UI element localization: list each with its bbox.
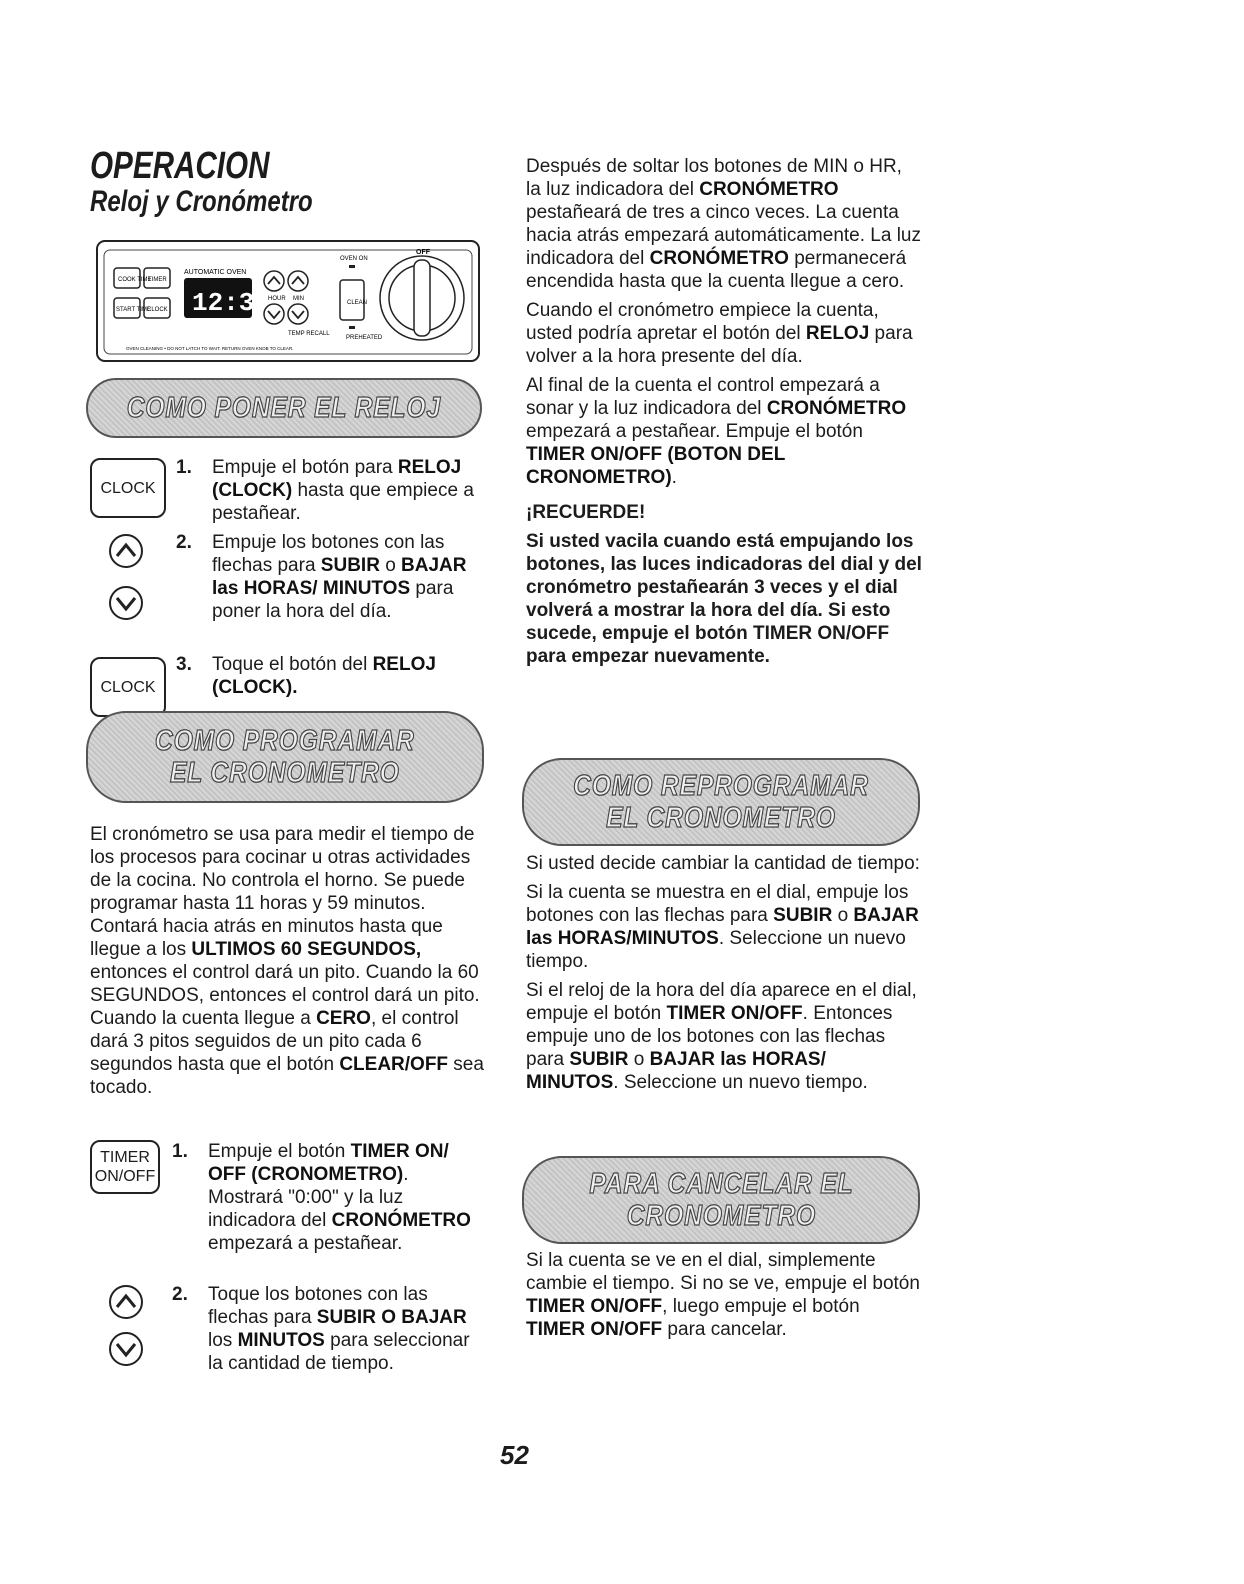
panel-label-automatic-oven: AUTOMATIC OVEN: [184, 269, 247, 276]
panel-label-timer: TIMER: [148, 277, 167, 283]
paragraph: Si la cuenta se ve en el dial, simplemente cambie el tiempo. Si no se ve, empuje el botón TIMER ON/OFF, luego empuje el botón TIMER ON/OFF para cancelar.: [526, 1250, 920, 1340]
step-number: 1.: [172, 1141, 188, 1162]
paragraph: Cuando el cronómetro empiece la cuenta, usted podría apretar el botón del RELOJ para volver a la hora presente del día.: [526, 300, 913, 367]
arrow-down-icon: [107, 584, 145, 622]
paragraph: Si usted decide cambiar la cantidad de tiempo:: [526, 853, 920, 874]
step-text: Empuje el botón TIMER ON/ OFF (CRONOMETRO). Mostrará "0:00" y la luz indicadora del CRONÓMETRO empezará a pestañear.: [208, 1141, 471, 1254]
page-number: 52: [500, 1440, 529, 1470]
reprogramar-body: [526, 852, 922, 1100]
banner-text: COMO PONER EL RELOJ: [126, 392, 442, 424]
recuerde-text: Si usted vacila cuando está empujando los botones, las luces indicadoras del dial y del cronómetro pestañearán 3 veces y el dial volverá a mostrar la hora del día. Si esto sucede, empuje el botón TIMER ON/OFF para empezar nuevamente.: [526, 531, 922, 667]
control-panel-illustration: [96, 240, 480, 362]
banner-text-line-1: COMO REPROGRAMAR: [573, 770, 869, 802]
clock-key-icon: [90, 657, 166, 717]
banner-text-line-1: PARA CANCELAR EL: [588, 1168, 854, 1200]
banner-como-reprogramar: [522, 758, 920, 846]
panel-label-clean: CLEAN: [347, 300, 368, 306]
right-column-top: [526, 155, 922, 674]
timer-on-off-key-icon: [90, 1140, 160, 1194]
arrow-up-icon: [107, 1283, 145, 1321]
step-text: Toque el botón del RELOJ (CLOCK).: [212, 654, 436, 698]
clock-key-label: CLOCK: [100, 479, 156, 497]
banner-text-line-2: EL CRONOMETRO: [606, 802, 836, 834]
panel-label-oven-on: OVEN ON: [340, 256, 368, 262]
panel-label-start-time: START TIME: [116, 307, 151, 313]
panel-label-off: OFF: [416, 249, 430, 256]
banner-text-line-1: COMO PROGRAMAR: [155, 725, 415, 757]
paragraph: Al final de la cuenta el control empezará a sonar y la luz indicadora del CRONÓMETRO empezará a pestañear. Empuje el botón TIMER ON/OFF (BOTON DEL CRONOMETRO).: [526, 375, 907, 488]
banner-como-programar: [86, 711, 484, 803]
paragraph: Si la cuenta se muestra en el dial, empuje los botones con las flechas para SUBIR o BAJAR las HORAS/MINUTOS. Seleccione un nuevo tiempo.: [526, 882, 919, 972]
clock-key-label: CLOCK: [100, 678, 156, 696]
panel-footer-text: OVEN CLEANING • DO NOT LATCH TO WAIT. RETURN OVEN KNOB TO CLEAR.: [126, 346, 294, 351]
step-number: 2.: [176, 532, 192, 553]
panel-label-clock: CLOCK: [147, 307, 168, 313]
programar-intro: [90, 823, 488, 1105]
step-text: Empuje el botón para RELOJ (CLOCK) hasta que empiece a pestañear.: [212, 457, 474, 524]
step-number: 2.: [172, 1284, 188, 1305]
panel-label-min: MIN: [293, 296, 304, 302]
step-text: Toque los botones con las flechas para SUBIR O BAJAR los MINUTOS para seleccionar la cantidad de tiempo.: [208, 1284, 470, 1374]
page-subtitle: Reloj y Cronómetro: [90, 185, 313, 218]
panel-label-preheated: PREHEATED: [346, 335, 383, 341]
step-number: 3.: [176, 654, 192, 675]
banner-text-line-2: EL CRONOMETRO: [170, 757, 400, 789]
clock-key-icon: [90, 458, 166, 518]
arrow-down-icon: [107, 1330, 145, 1368]
paragraph: Si el reloj de la hora del día aparece en el dial, empuje el botón TIMER ON/OFF. Entonces empuje uno de los botones con las flechas para SUBIR o BAJAR las HORAS/ MINUTOS. Seleccione un nuevo tiempo.: [526, 980, 917, 1093]
panel-label-cook-time: COOK TIME: [118, 277, 152, 283]
banner-como-poner-el-reloj: [86, 378, 482, 438]
panel-label-temp-recall: TEMP RECALL: [288, 331, 330, 337]
banner-para-cancelar: [522, 1156, 920, 1244]
step-text: Empuje los botones con las flechas para SUBIR o BAJAR las HORAS/ MINUTOS para poner la hora del día.: [212, 532, 467, 622]
cancelar-body: [526, 1249, 922, 1347]
paragraph: El cronómetro se usa para medir el tiempo de los procesos para cocinar u otras actividades de la cocina. No controla el horno. Se puede programar hasta 11 horas y 59 minutos. Contará hacia atrás en minutos hasta que llegue a los ULTIMOS 60 SEGUNDOS, entonces el control dará un pito. Cuando la 60 SEGUNDOS, entonces el control dará un pito. Cuando la cuenta llegue a CERO, el control dará 3 pitos seguidos de un pito cada 6 segundos hasta que el botón CLEAR/OFF sea tocado.: [90, 824, 484, 1098]
timer-key-label-line-1: TIMER: [100, 1149, 150, 1166]
banner-text-line-2: CRONOMETRO: [626, 1200, 816, 1232]
paragraph: Después de soltar los botones de MIN o HR, la luz indicadora del CRONÓMETRO pestañeará de tres a cinco veces. La cuenta hacia atrás empezará automáticamente. La luz indicadora del CRONÓMETRO permanecerá encendida hasta que la cuenta llegue a cero.: [526, 156, 921, 292]
dial-knob-icon: [414, 260, 430, 336]
display-time: 12:30: [192, 288, 271, 318]
recuerde-title: ¡RECUERDE!: [526, 502, 646, 523]
step-number: 1.: [176, 457, 192, 478]
arrow-up-icon: [107, 532, 145, 570]
timer-key-label-line-2: ON/OFF: [94, 1168, 156, 1185]
page-title: OPERACION: [90, 145, 270, 187]
panel-label-hour: HOUR: [268, 296, 286, 302]
